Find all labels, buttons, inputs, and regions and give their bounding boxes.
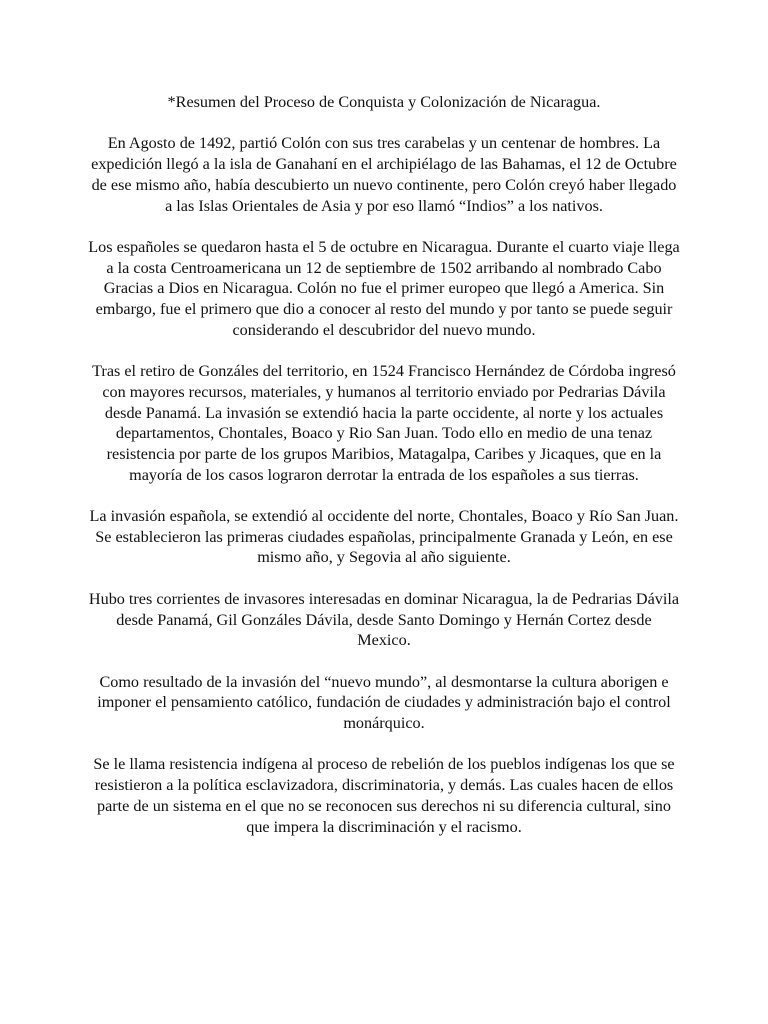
paragraph-spanish-invasion: La invasión española, se extendió al occidente del norte, Chontales, Boaco y Río San Juan. Se establecieron las primeras ciudades españolas, principalmente Granada y León, en ese mismo año, y Segovia al año siguiente.: [89, 507, 679, 567]
paragraph-invasion-currents: Hubo tres corrientes de invasores interesadas en dominar Nicaragua, la de Pedrarias Dávila desde Panamá, Gil Gonzáles Dávila, desde Santo Domingo y Hernán Cortez desde Mexico.: [88, 589, 680, 650]
paragraph-indigenous-resistance: Se le llama resistencia indígena al proceso de rebelión de los pueblos indígenas los que se resistieron a la política esclavizadora, discriminatoria, y demás. Las cuales hacen de ellos parte de un sistema en el que no se reconocen sus derechos ni su diferencia cultural, sino que impera la discriminación y el racismo.: [93, 755, 675, 836]
document-title: *Resumen del Proceso de Conquista y Colonización de Nicaragua.: [167, 93, 601, 111]
paragraph-invasion-result: Como resultado de la invasión del “nuevo mundo”, al desmontarse la cultura aborigen e imponer el pensamiento católico, fundación de ciudades y administración bajo el control monárquico.: [97, 672, 671, 732]
paragraph-colon-voyage: En Agosto de 1492, partió Colón con sus tres carabelas y un centenar de hombres. La expedición llegó a la isla de Ganahaní en el archipiélago de las Bahamas, el 12 de Octubre de ese mismo año, había descubierto un nuevo continente, pero Colón creyó haber llegado a las Islas Orientales de Asia y por eso llamó “Indios” a los nativos.: [91, 134, 677, 215]
paragraph-hernandez-de-cordoba: Tras el retiro de Gonzáles del territorio, en 1524 Francisco Hernández de Córdoba ingresó con mayores recursos, materiales, y humanos al territorio enviado por Pedrarias Dávila desde Panamá. La invasión se extendió hacia la parte occidente, al norte y los actuales departamentos, Chontales, Boaco y Rio San Juan. Todo ello en medio de una tenaz resistencia por parte de los grupos Maribios, Matagalpa, Caribes y Jicaques, que en la mayoría de los casos lograron derrotar la entrada de los españoles a sus tierras.: [92, 362, 676, 484]
paragraph-fourth-voyage: Los españoles se quedaron hasta el 5 de octubre en Nicaragua. Durante el cuarto viaje llega a la costa Centroamericana un 12 de septiembre de 1502 arribando al nombrado Cabo Gracias a Dios en Nicaragua. Colón no fue el primer europeo que llegó a America. Sin embargo, fue el primero que dio a conocer al resto del mundo y por tanto se puede seguir considerando el descubridor del nuevo mundo.: [88, 237, 680, 339]
document-body: [88, 92, 680, 837]
